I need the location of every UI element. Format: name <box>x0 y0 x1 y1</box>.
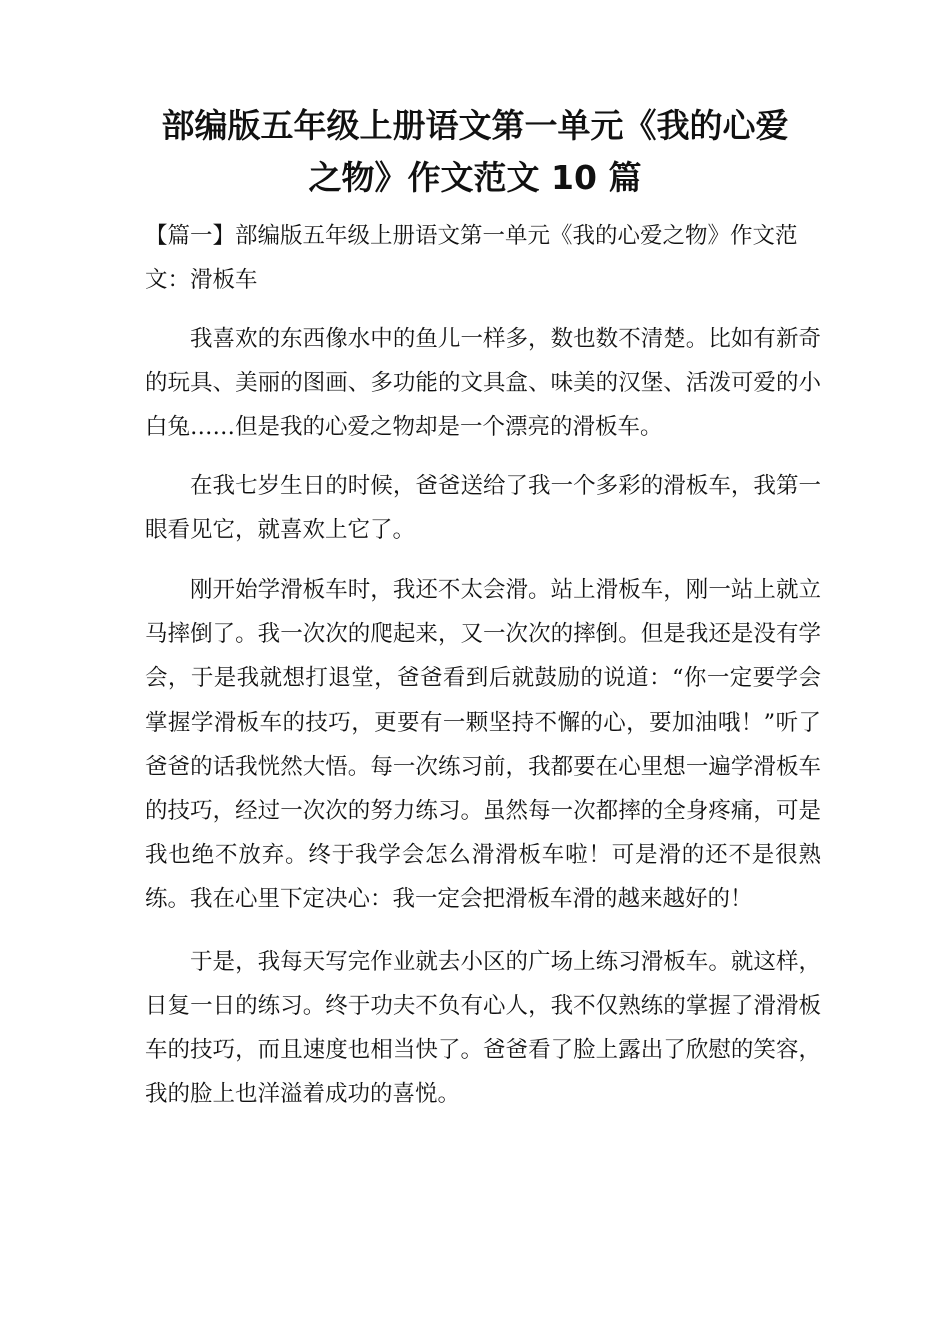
section-heading: 【篇一】部编版五年级上册语文第一单元《我的心爱之物》作文范文：滑板车 <box>145 223 798 293</box>
article-body <box>145 214 821 1116</box>
paragraph-3: 刚开始学滑板车时，我还不太会滑。站上滑板车，刚一站上就立马摔倒了。我一次次的爬起来，又一次次的摔倒。但是我还是没有学会，于是我就想打退堂，爸爸看到后就鼓励的说道：“你一定要学会掌握学滑板车的技巧，更要有一颗坚持不懈的心，要加油哦！”听了爸爸的话我恍然大悟。每一次练习前，我都要在心里想一遍学滑板车的技巧，经过一次次的努力练习。虽然每一次都摔的全身疼痛，可是我也绝不放弃。终于我学会怎么滑滑板车啦！可是滑的还不是很熟练。我在心里下定决心：我一定会把滑板车滑的越来越好的！ <box>145 577 821 913</box>
document-title-line-1: 部编版五年级上册语文第一单元《我的心爱 <box>161 106 789 145</box>
document-title-line-2: 之物》作文范文 10 篇 <box>308 158 642 197</box>
paragraph-2: 在我七岁生日的时候，爸爸送给了我一个多彩的滑板车，我第一眼看见它，就喜欢上它了。 <box>145 472 821 543</box>
paragraph-1: 我喜欢的东西像水中的鱼儿一样多，数也数不清楚。比如有新奇的玩具、美丽的图画、多功能的文具盒、味美的汉堡、活泼可爱的小白兔……但是我的心爱之物却是一个漂亮的滑板车。 <box>145 326 821 441</box>
paragraph-4: 于是，我每天写完作业就去小区的广场上练习滑板车。就这样，日复一日的练习。终于功夫不负有心人，我不仅熟练的掌握了滑滑板车的技巧，而且速度也相当快了。爸爸看了脸上露出了欣慰的笑容，我的脸上也洋溢着成功的喜悦。 <box>145 948 821 1108</box>
